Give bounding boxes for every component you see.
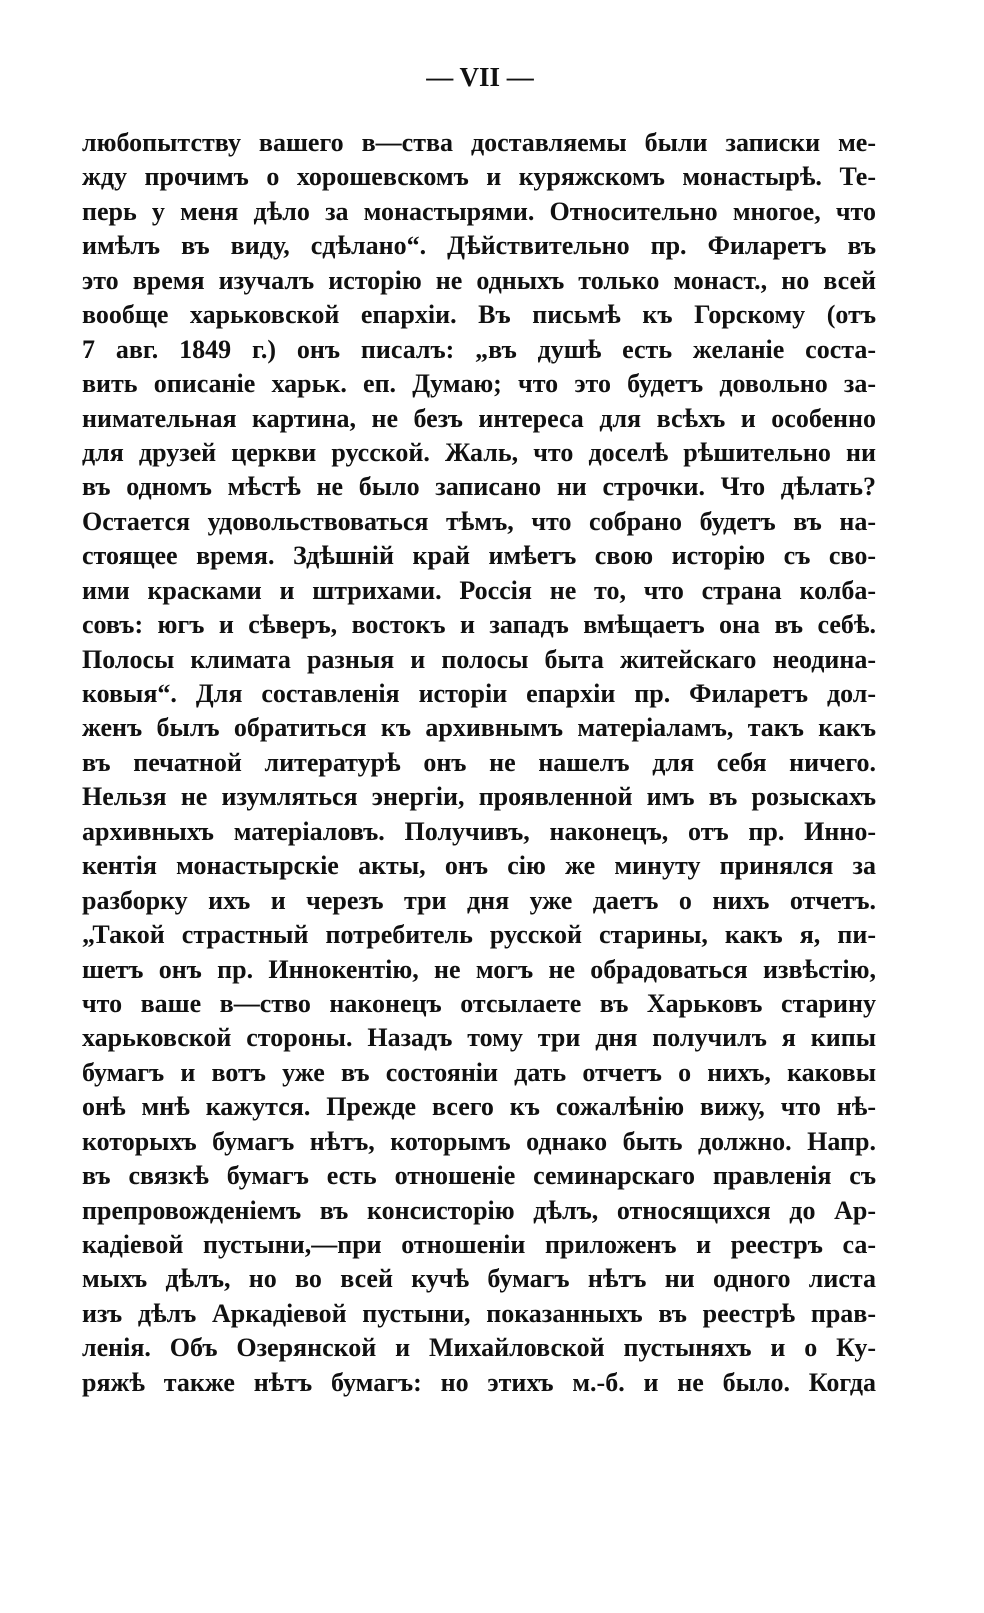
text-line: кадіевой пустыни,—при отношеніи приложенъ и реестръ са- xyxy=(82,1230,876,1259)
text-line: онѣ мнѣ кажутся. Прежде всего къ сожалѣнію вижу, что нѣ- xyxy=(82,1092,876,1122)
text-line: нимательная картина, не безъ интереса для всѣхъ и особенно xyxy=(82,403,876,433)
text-line: для друзей церкви русской. Жаль, что доселѣ рѣшительно ни xyxy=(82,437,876,467)
text-line: вообще харьковской епархіи. Въ письмѣ къ Горскому (отъ xyxy=(82,300,876,330)
text-line: 7 авг. 1849 г.) онъ писалъ: „въ душѣ есть желаніе соста- xyxy=(82,334,876,364)
text-line: женъ былъ обратиться къ архивнымъ матеріаламъ, такъ какъ xyxy=(82,713,876,743)
text-line: это время изучалъ исторію не одныхъ только монаст., но всей xyxy=(82,265,876,295)
text-line: стоящее время. Здѣшній край имѣетъ свою исторію съ сво- xyxy=(82,541,876,571)
text-line: имѣлъ въ виду, сдѣлано“. Дѣйствительно пр. Филаретъ въ xyxy=(82,231,876,261)
page-number-header: — VII — xyxy=(426,62,534,92)
text-line: Остается удовольствоваться тѣмъ, что собрано будетъ въ на- xyxy=(82,506,876,536)
text-line: архивныхъ матеріаловъ. Получивъ, наконецъ, отъ пр. Инно- xyxy=(82,816,876,846)
text-line: въ печатной литературѣ онъ не нашелъ для себя ничего. xyxy=(82,747,876,777)
text-line: любопытству вашего в—ства доставляемы были записки ме- xyxy=(82,128,876,157)
text-line: Нельзя не изумляться энергіи, проявленной имъ въ розыскахъ xyxy=(82,782,876,812)
text-line: препровожденіемъ въ консисторію дѣлъ, относящихся до Ар- xyxy=(82,1195,876,1225)
text-line: ковыя“. Для составленія исторіи епархіи пр. Филаретъ дол- xyxy=(82,679,876,708)
text-line: кентія монастырскіе акты, онъ сію же минуту принялся за xyxy=(82,851,876,881)
text-line: шетъ онъ пр. Иннокентію, не могъ не обрадоваться извѣстію, xyxy=(82,954,876,984)
text-line: Полосы климата разныя и полосы быта житейскаго неодина- xyxy=(82,644,876,674)
text-line: жду прочимъ о хорошевскомъ и куряжскомъ монастырѣ. Те- xyxy=(82,162,876,192)
text-line: въ одномъ мѣстѣ не было записано ни строчки. Что дѣлать? xyxy=(82,472,876,502)
body-text xyxy=(82,126,876,1400)
text-line: харьковской стороны. Назадъ тому три дня получилъ я кипы xyxy=(82,1023,876,1053)
text-line: разборку ихъ и черезъ три дня уже даетъ о нихъ отчетъ. xyxy=(82,885,876,915)
text-line: ряжѣ также нѣтъ бумагъ: но этихъ м.-б. и не было. Когда xyxy=(82,1367,876,1397)
text-line: въ связкѣ бумагъ есть отношеніе семинарскаго правленія съ xyxy=(82,1161,876,1191)
text-line: совъ: югъ и сѣверъ, востокъ и западъ вмѣщаетъ она въ себѣ. xyxy=(82,610,876,640)
text-line: что ваше в—ство наконецъ отсылаете въ Харьковъ старину xyxy=(82,988,876,1018)
text-line: „Такой страстный потребитель русской старины, какъ я, пи- xyxy=(82,920,876,950)
text-line: изъ дѣлъ Аркадіевой пустыни, показанныхъ въ реестрѣ прав- xyxy=(82,1298,876,1328)
text-line: ими красками и штрихами. Россія не то, что страна колба- xyxy=(82,575,876,605)
text-line: бумагъ и вотъ уже въ состояніи дать отчетъ о нихъ, каковы xyxy=(82,1057,876,1087)
text-line: ленія. Объ Озерянской и Михайловской пустыняхъ и о Ку- xyxy=(82,1333,876,1363)
text-line: мыхъ дѣлъ, но во всей кучѣ бумагъ нѣтъ ни одного листа xyxy=(82,1264,876,1294)
text-line: перь у меня дѣло за монастырями. Относительно многое, что xyxy=(82,196,876,226)
text-line: вить описаніе харьк. еп. Думаю; что это будетъ довольно за- xyxy=(82,369,876,399)
text-line: которыхъ бумагъ нѣтъ, которымъ однако быть должно. Напр. xyxy=(82,1126,876,1156)
